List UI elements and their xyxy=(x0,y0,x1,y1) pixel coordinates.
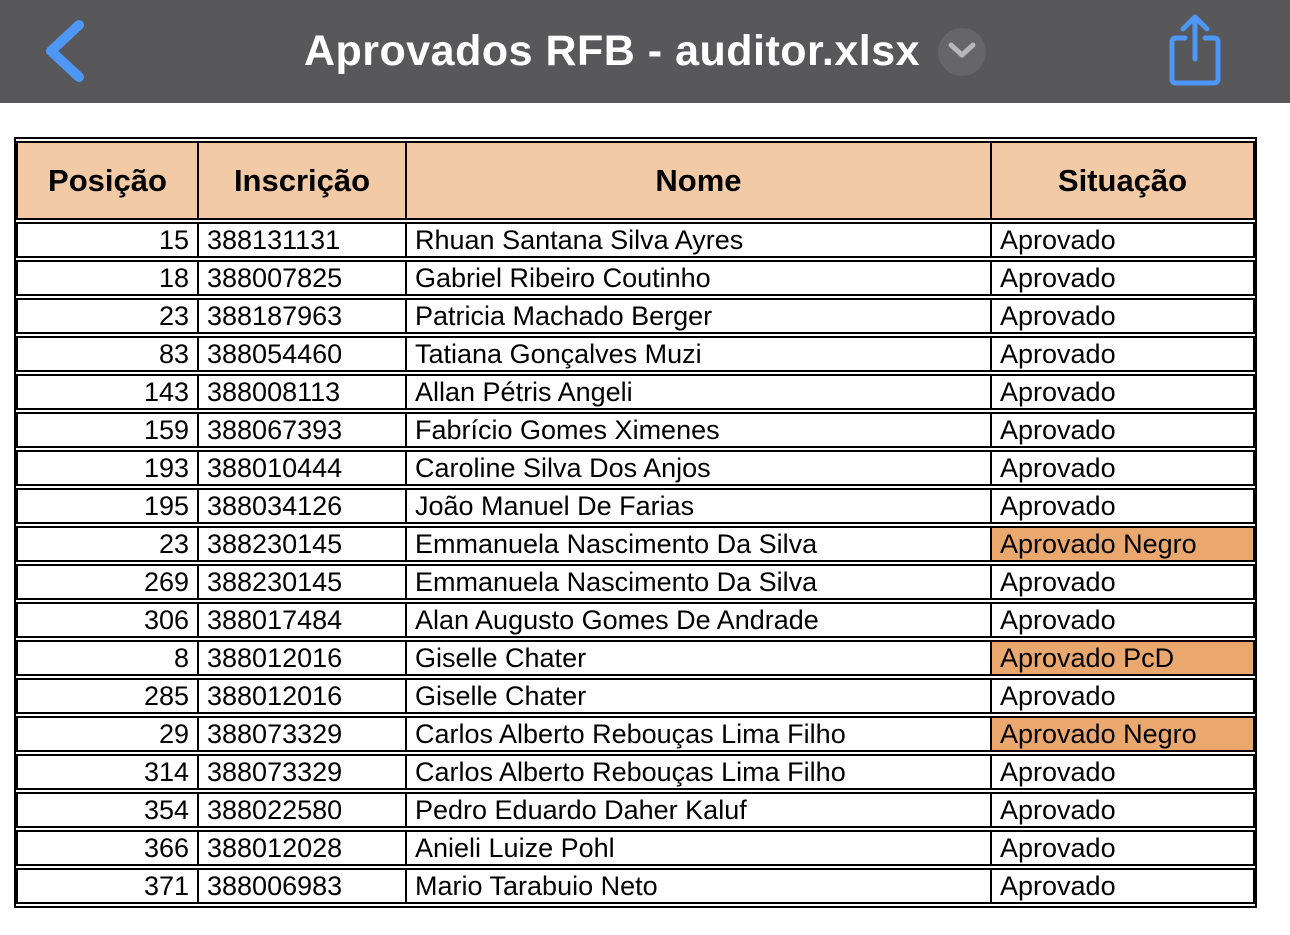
document-title-group[interactable] xyxy=(304,27,986,76)
table-row xyxy=(16,526,1255,562)
cell-situacao: Aprovado xyxy=(992,374,1255,410)
page-title: Aprovados RFB - auditor.xlsx xyxy=(303,27,921,75)
cell-inscricao: 388017484 xyxy=(199,602,407,638)
cell-inscricao: 388012016 xyxy=(199,678,407,714)
column-header-nome: Nome xyxy=(407,141,992,220)
cell-nome: João Manuel De Farias xyxy=(407,488,992,524)
cell-posicao: 366 xyxy=(16,830,199,866)
table-row xyxy=(16,678,1255,714)
cell-nome: Emmanuela Nascimento Da Silva xyxy=(407,526,992,562)
cell-inscricao: 388230145 xyxy=(199,526,407,562)
cell-nome: Allan Pétris Angeli xyxy=(407,374,992,410)
cell-situacao: Aprovado xyxy=(992,678,1255,714)
share-icon xyxy=(1166,13,1224,92)
cell-situacao: Aprovado xyxy=(992,564,1255,600)
cell-nome: Patricia Machado Berger xyxy=(407,298,992,334)
table-row xyxy=(16,412,1255,448)
table-row xyxy=(16,830,1255,866)
chevron-down-icon xyxy=(948,41,976,62)
cell-situacao: Aprovado xyxy=(992,260,1255,296)
cell-situacao: Aprovado xyxy=(992,412,1255,448)
cell-posicao: 8 xyxy=(16,640,199,676)
cell-inscricao: 388010444 xyxy=(199,450,407,486)
cell-nome: Gabriel Ribeiro Coutinho xyxy=(407,260,992,296)
cell-posicao: 314 xyxy=(16,754,199,790)
cell-nome: Pedro Eduardo Daher Kaluf xyxy=(407,792,992,828)
cell-situacao: Aprovado xyxy=(992,336,1255,372)
back-button[interactable] xyxy=(30,12,100,92)
cell-nome: Giselle Chater xyxy=(407,678,992,714)
cell-posicao: 195 xyxy=(16,488,199,524)
column-header-situacao: Situação xyxy=(992,141,1255,220)
table-row xyxy=(16,374,1255,410)
title-bar xyxy=(0,0,1290,103)
cell-posicao: 306 xyxy=(16,602,199,638)
cell-nome: Rhuan Santana Silva Ayres xyxy=(407,222,992,258)
cell-nome: Tatiana Gonçalves Muzi xyxy=(407,336,992,372)
cell-situacao: Aprovado Negro xyxy=(992,716,1255,752)
table-header-row xyxy=(16,141,1255,220)
table-row xyxy=(16,260,1255,296)
table-row xyxy=(16,564,1255,600)
cell-posicao: 285 xyxy=(16,678,199,714)
cell-posicao: 15 xyxy=(16,222,199,258)
cell-inscricao: 388012016 xyxy=(199,640,407,676)
cell-inscricao: 388073329 xyxy=(199,754,407,790)
cell-situacao: Aprovado xyxy=(992,298,1255,334)
chevron-left-icon xyxy=(41,19,89,86)
cell-situacao: Aprovado xyxy=(992,602,1255,638)
cell-inscricao: 388073329 xyxy=(199,716,407,752)
table-row xyxy=(16,450,1255,486)
cell-situacao: Aprovado xyxy=(992,868,1255,904)
cell-posicao: 18 xyxy=(16,260,199,296)
cell-inscricao: 388054460 xyxy=(199,336,407,372)
cell-inscricao: 388012028 xyxy=(199,830,407,866)
table-row xyxy=(16,602,1255,638)
cell-posicao: 371 xyxy=(16,868,199,904)
cell-situacao: Aprovado xyxy=(992,488,1255,524)
spreadsheet-preview xyxy=(0,103,1290,908)
cell-inscricao: 388022580 xyxy=(199,792,407,828)
cell-inscricao: 388034126 xyxy=(199,488,407,524)
cell-situacao: Aprovado xyxy=(992,450,1255,486)
cell-nome: Emmanuela Nascimento Da Silva xyxy=(407,564,992,600)
cell-posicao: 193 xyxy=(16,450,199,486)
cell-situacao: Aprovado xyxy=(992,792,1255,828)
cell-situacao: Aprovado PcD xyxy=(992,640,1255,676)
table-row xyxy=(16,222,1255,258)
cell-inscricao: 388008113 xyxy=(199,374,407,410)
cell-situacao: Aprovado Negro xyxy=(992,526,1255,562)
cell-posicao: 23 xyxy=(16,298,199,334)
cell-inscricao: 388131131 xyxy=(199,222,407,258)
cell-posicao: 269 xyxy=(16,564,199,600)
share-button[interactable] xyxy=(1162,10,1228,94)
cell-inscricao: 388006983 xyxy=(199,868,407,904)
title-dropdown-button[interactable] xyxy=(938,28,986,76)
cell-posicao: 143 xyxy=(16,374,199,410)
cell-inscricao: 388007825 xyxy=(199,260,407,296)
approved-candidates-table xyxy=(14,137,1257,908)
cell-nome: Mario Tarabuio Neto xyxy=(407,868,992,904)
table-row xyxy=(16,336,1255,372)
cell-situacao: Aprovado xyxy=(992,754,1255,790)
column-header-inscricao: Inscrição xyxy=(199,141,407,220)
table-row xyxy=(16,640,1255,676)
table-row xyxy=(16,298,1255,334)
cell-nome: Giselle Chater xyxy=(407,640,992,676)
table-row xyxy=(16,716,1255,752)
cell-situacao: Aprovado xyxy=(992,222,1255,258)
cell-inscricao: 388187963 xyxy=(199,298,407,334)
table-row xyxy=(16,754,1255,790)
cell-posicao: 29 xyxy=(16,716,199,752)
cell-inscricao: 388067393 xyxy=(199,412,407,448)
table-row xyxy=(16,792,1255,828)
cell-nome: Fabrício Gomes Ximenes xyxy=(407,412,992,448)
table-row xyxy=(16,868,1255,904)
cell-nome: Carlos Alberto Rebouças Lima Filho xyxy=(407,716,992,752)
cell-posicao: 23 xyxy=(16,526,199,562)
cell-nome: Anieli Luize Pohl xyxy=(407,830,992,866)
cell-posicao: 83 xyxy=(16,336,199,372)
cell-nome: Caroline Silva Dos Anjos xyxy=(407,450,992,486)
cell-posicao: 159 xyxy=(16,412,199,448)
column-header-posicao: Posição xyxy=(16,141,199,220)
cell-inscricao: 388230145 xyxy=(199,564,407,600)
cell-posicao: 354 xyxy=(16,792,199,828)
cell-nome: Carlos Alberto Rebouças Lima Filho xyxy=(407,754,992,790)
cell-nome: Alan Augusto Gomes De Andrade xyxy=(407,602,992,638)
table-row xyxy=(16,488,1255,524)
cell-situacao: Aprovado xyxy=(992,830,1255,866)
